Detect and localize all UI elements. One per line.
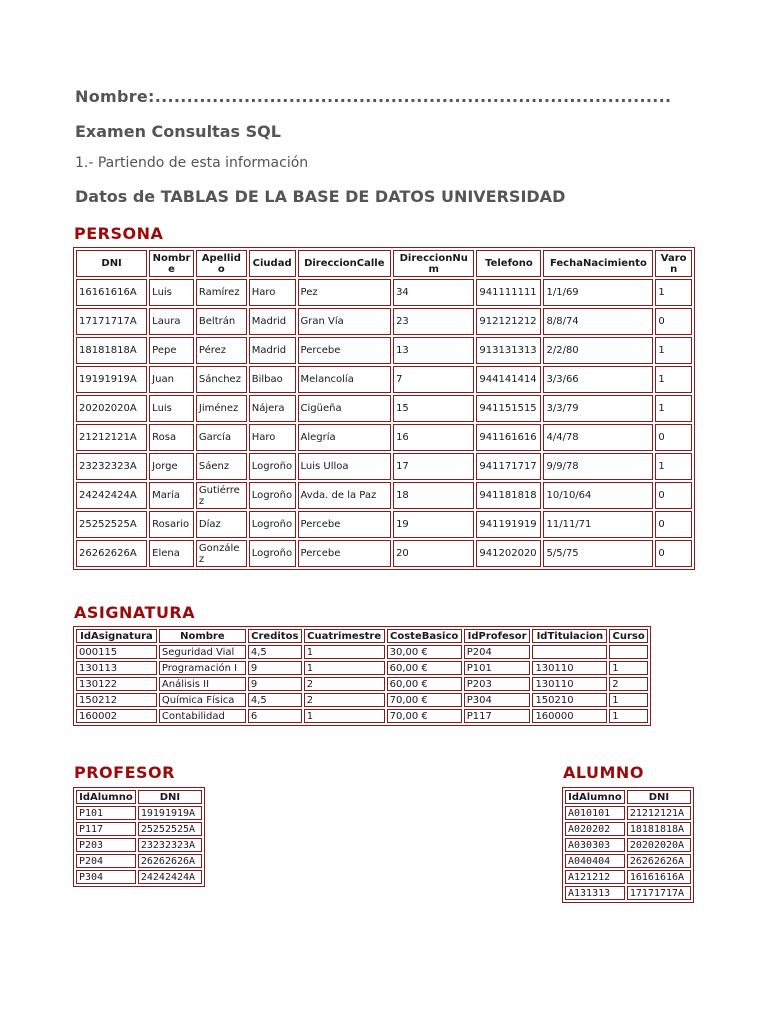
column-header: Telefono	[476, 250, 541, 277]
table-row	[76, 424, 692, 451]
table-cell: 160002	[76, 709, 157, 723]
column-header: Varon	[655, 250, 692, 277]
column-header: Apellido	[196, 250, 247, 277]
table-cell: 0	[655, 511, 692, 538]
table-cell: García	[196, 424, 247, 451]
nombre-line: Nombre:.................................................................................	[75, 87, 672, 106]
table-cell: 1	[304, 645, 385, 659]
profesor-table	[73, 787, 205, 887]
table-cell: 0	[655, 308, 692, 335]
table-cell: A030303	[565, 838, 625, 852]
table-cell: Luis	[149, 279, 194, 306]
table-cell: 70,00 €	[387, 709, 462, 723]
alumno-heading: ALUMNO	[563, 763, 644, 782]
table-cell: P304	[464, 693, 531, 707]
table-cell: 130110	[532, 661, 607, 675]
table-cell: Pepe	[149, 337, 194, 364]
table-row	[76, 677, 648, 691]
table-cell: 941161616	[476, 424, 541, 451]
table-row	[76, 511, 692, 538]
table-cell: Logroño	[249, 453, 296, 480]
table-cell: Pérez	[196, 337, 247, 364]
table-cell: 13	[393, 337, 474, 364]
table-cell: 1	[304, 709, 385, 723]
table-cell: Luis Ulloa	[298, 453, 392, 480]
column-header: Curso	[609, 629, 648, 643]
table-cell: 25252525A	[76, 511, 147, 538]
table-cell: 3/3/79	[543, 395, 653, 422]
table-row	[76, 482, 692, 509]
table-row	[76, 693, 648, 707]
table-cell: 000115	[76, 645, 157, 659]
table-cell: Madrid	[249, 308, 296, 335]
table-row	[76, 806, 202, 820]
table-cell: Pez	[298, 279, 392, 306]
table-row	[565, 838, 691, 852]
table-cell: Gutiérrez	[196, 482, 247, 509]
table-cell: 941151515	[476, 395, 541, 422]
table-cell: 8/8/74	[543, 308, 653, 335]
table-cell: 25252525A	[138, 822, 202, 836]
table-cell: 912121212	[476, 308, 541, 335]
column-header: DNI	[627, 790, 691, 804]
table-cell: 7	[393, 366, 474, 393]
column-header: Cuatrimestre	[304, 629, 385, 643]
table-row	[76, 366, 692, 393]
column-header: Nombre	[159, 629, 246, 643]
table-row	[76, 279, 692, 306]
table-cell: 20	[393, 540, 474, 567]
alumno-table	[562, 787, 694, 903]
table-cell: P304	[76, 870, 136, 884]
table-cell: Madrid	[249, 337, 296, 364]
column-header: IdTitulacion	[532, 629, 607, 643]
table-row	[565, 854, 691, 868]
table-cell: Logroño	[249, 511, 296, 538]
table-cell: 4,5	[248, 645, 302, 659]
table-cell: 19	[393, 511, 474, 538]
table-row	[565, 822, 691, 836]
table-cell: P204	[76, 854, 136, 868]
table-cell	[609, 645, 648, 659]
table-cell: 941111111	[476, 279, 541, 306]
table-cell: 18181818A	[627, 822, 691, 836]
table-cell: 16161616A	[627, 870, 691, 884]
profesor-heading: PROFESOR	[74, 763, 175, 782]
table-cell: María	[149, 482, 194, 509]
column-header: IdAlumno	[565, 790, 625, 804]
table-cell: 17171717A	[627, 886, 691, 900]
table-header-row	[76, 629, 648, 643]
table-cell: 20202020A	[627, 838, 691, 852]
table-cell: Análisis II	[159, 677, 246, 691]
table-cell: 9/9/78	[543, 453, 653, 480]
table-cell: Nájera	[249, 395, 296, 422]
table-row	[76, 822, 202, 836]
table-cell: Rosario	[149, 511, 194, 538]
table-cell: 21212121A	[76, 424, 147, 451]
table-cell: 130110	[532, 677, 607, 691]
table-row	[76, 661, 648, 675]
exam-title: Examen Consultas SQL	[75, 122, 281, 141]
table-cell: 60,00 €	[387, 677, 462, 691]
table-row	[76, 854, 202, 868]
column-header: DNI	[138, 790, 202, 804]
table-cell: Sánchez	[196, 366, 247, 393]
table-cell: Percebe	[298, 511, 392, 538]
table-cell: 1	[655, 279, 692, 306]
table-cell: 941202020	[476, 540, 541, 567]
table-row	[76, 838, 202, 852]
table-cell: 6	[248, 709, 302, 723]
table-cell: 70,00 €	[387, 693, 462, 707]
table-cell: 1	[655, 337, 692, 364]
table-cell: 1	[609, 709, 648, 723]
table-row	[76, 453, 692, 480]
table-cell: Melancolía	[298, 366, 392, 393]
table-cell: 1/1/69	[543, 279, 653, 306]
table-cell: 23	[393, 308, 474, 335]
table-cell: Contabilidad	[159, 709, 246, 723]
table-cell: 2	[304, 677, 385, 691]
table-cell: Juan	[149, 366, 194, 393]
table-cell: 20202020A	[76, 395, 147, 422]
table-cell: 18181818A	[76, 337, 147, 364]
column-header: Creditos	[248, 629, 302, 643]
table-cell: 150210	[532, 693, 607, 707]
table-cell: 10/10/64	[543, 482, 653, 509]
table-cell: 0	[655, 540, 692, 567]
table-row	[76, 870, 202, 884]
table-cell: 2	[609, 677, 648, 691]
question-intro: 1.- Partiendo de esta información	[75, 155, 309, 171]
table-cell: Jorge	[149, 453, 194, 480]
table-cell: A040404	[565, 854, 625, 868]
database-heading: Datos de TABLAS DE LA BASE DE DATOS UNIVERSIDAD	[75, 187, 566, 206]
table-cell: 34	[393, 279, 474, 306]
table-cell: 24242424A	[76, 482, 147, 509]
table-row	[76, 709, 648, 723]
table-cell: Bilbao	[249, 366, 296, 393]
table-cell: Percebe	[298, 337, 392, 364]
table-cell: 0	[655, 424, 692, 451]
table-cell: 1	[655, 395, 692, 422]
table-cell: Beltrán	[196, 308, 247, 335]
table-cell: 0	[655, 482, 692, 509]
table-cell: 944141414	[476, 366, 541, 393]
table-cell: Cigüeña	[298, 395, 392, 422]
table-cell: Sáenz	[196, 453, 247, 480]
table-cell: 2	[304, 693, 385, 707]
table-cell: 9	[248, 677, 302, 691]
table-cell: 1	[655, 453, 692, 480]
table-cell: Laura	[149, 308, 194, 335]
table-cell: 1	[304, 661, 385, 675]
table-cell: P203	[76, 838, 136, 852]
column-header: Nombre	[149, 250, 194, 277]
table-cell: A121212	[565, 870, 625, 884]
table-cell: González	[196, 540, 247, 567]
table-cell: 19191919A	[76, 366, 147, 393]
table-row	[76, 337, 692, 364]
table-cell: 2/2/80	[543, 337, 653, 364]
table-header-row	[76, 250, 692, 277]
table-cell: Elena	[149, 540, 194, 567]
table-cell: Logroño	[249, 540, 296, 567]
table-row	[565, 886, 691, 900]
persona-table	[73, 247, 695, 570]
table-cell: 1	[609, 693, 648, 707]
table-cell: A131313	[565, 886, 625, 900]
table-cell: 26262626A	[627, 854, 691, 868]
table-cell: P203	[464, 677, 531, 691]
asignatura-heading: ASIGNATURA	[74, 603, 196, 622]
table-cell: Jiménez	[196, 395, 247, 422]
table-cell: Avda. de la Paz	[298, 482, 392, 509]
table-cell: 913131313	[476, 337, 541, 364]
table-cell: Alegría	[298, 424, 392, 451]
persona-heading: PERSONA	[74, 224, 164, 243]
asignatura-table	[73, 626, 651, 726]
table-cell: 941191919	[476, 511, 541, 538]
table-cell: Química Física	[159, 693, 246, 707]
table-cell: Seguridad Vial	[159, 645, 246, 659]
table-cell: 30,00 €	[387, 645, 462, 659]
table-cell: Programación I	[159, 661, 246, 675]
column-header: Ciudad	[249, 250, 296, 277]
column-header: IdAlumno	[76, 790, 136, 804]
table-cell: 15	[393, 395, 474, 422]
table-cell: 16161616A	[76, 279, 147, 306]
table-cell: P117	[76, 822, 136, 836]
table-cell: 941171717	[476, 453, 541, 480]
column-header: DireccionCalle	[298, 250, 392, 277]
table-cell: Ramírez	[196, 279, 247, 306]
table-cell: 26262626A	[76, 540, 147, 567]
table-cell: 18	[393, 482, 474, 509]
column-header: FechaNacimiento	[543, 250, 653, 277]
table-cell: Logroño	[249, 482, 296, 509]
table-cell: 24242424A	[138, 870, 202, 884]
table-header-row	[565, 790, 691, 804]
column-header: CosteBasico	[387, 629, 462, 643]
column-header: DNI	[76, 250, 147, 277]
column-header: IdAsignatura	[76, 629, 157, 643]
table-cell: Gran Vía	[298, 308, 392, 335]
table-row	[76, 395, 692, 422]
table-cell: Haro	[249, 424, 296, 451]
table-cell: P101	[464, 661, 531, 675]
table-row	[565, 870, 691, 884]
table-row	[565, 806, 691, 820]
table-cell: 130113	[76, 661, 157, 675]
table-cell: Díaz	[196, 511, 247, 538]
table-cell: 160000	[532, 709, 607, 723]
table-cell: 16	[393, 424, 474, 451]
table-row	[76, 540, 692, 567]
column-header: IdProfesor	[464, 629, 531, 643]
table-cell	[532, 645, 607, 659]
table-cell: 5/5/75	[543, 540, 653, 567]
table-cell: 9	[248, 661, 302, 675]
table-cell: 17	[393, 453, 474, 480]
table-row	[76, 308, 692, 335]
table-cell: P101	[76, 806, 136, 820]
table-cell: 1	[609, 661, 648, 675]
table-cell: 17171717A	[76, 308, 147, 335]
table-cell: 4,5	[248, 693, 302, 707]
table-cell: Percebe	[298, 540, 392, 567]
table-cell: 941181818	[476, 482, 541, 509]
table-cell: 130122	[76, 677, 157, 691]
table-cell: A010101	[565, 806, 625, 820]
table-header-row	[76, 790, 202, 804]
table-cell: 1	[655, 366, 692, 393]
table-cell: Luis	[149, 395, 194, 422]
table-cell: P204	[464, 645, 531, 659]
table-cell: Rosa	[149, 424, 194, 451]
table-cell: 150212	[76, 693, 157, 707]
table-cell: 23232323A	[138, 838, 202, 852]
table-cell: 26262626A	[138, 854, 202, 868]
column-header: DireccionNum	[393, 250, 474, 277]
table-cell: 3/3/66	[543, 366, 653, 393]
table-cell: 23232323A	[76, 453, 147, 480]
table-row	[76, 645, 648, 659]
table-cell: 19191919A	[138, 806, 202, 820]
table-cell: 21212121A	[627, 806, 691, 820]
table-cell: 4/4/78	[543, 424, 653, 451]
table-cell: 60,00 €	[387, 661, 462, 675]
table-cell: A020202	[565, 822, 625, 836]
table-cell: 11/11/71	[543, 511, 653, 538]
table-cell: P117	[464, 709, 531, 723]
table-cell: Haro	[249, 279, 296, 306]
